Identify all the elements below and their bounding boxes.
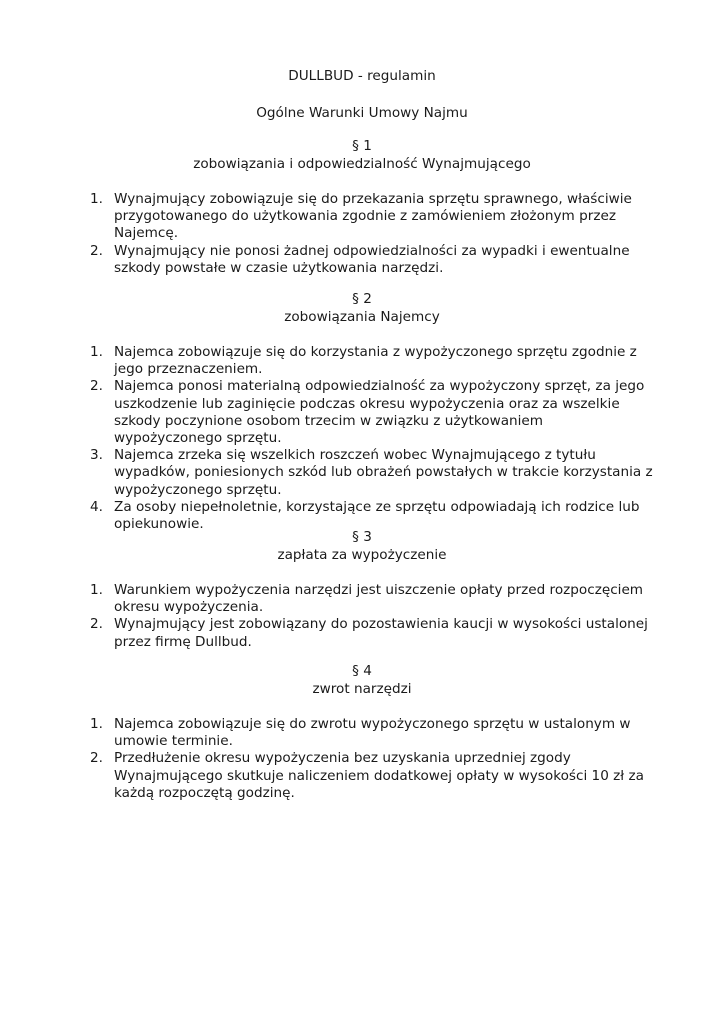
list-item [90, 716, 654, 750]
list-item [90, 616, 654, 650]
section-symbol: § 1 [352, 138, 372, 154]
section-symbol: § 3 [352, 529, 372, 545]
section-2 [0, 290, 724, 533]
list-item-text: Przedłużenie okresu wypożyczenia bez uzyskania uprzedniej zgody Wynajmującego skutkuje naliczeniem dodatkowej opłaty w wysokości 10 zł za każdą rozpoczętą godzinę. [114, 750, 644, 801]
section-heading: zobowiązania Najemcy [284, 309, 440, 325]
list-item-text: Wynajmujący nie ponosi żadnej odpowiedzialności za wypadki i ewentualne szkody powstałe w czasie użytkowania narzędzi. [114, 242, 630, 276]
list-item-text: Wynajmujący jest zobowiązany do pozostawienia kaucji w wysokości ustalonej przez firmę Dullbud. [114, 616, 648, 650]
section-heading: zwrot narzędzi [312, 681, 412, 697]
list-item-number: 1. [90, 716, 103, 732]
list-item-text: Najemca zobowiązuje się do zwrotu wypożyczonego sprzętu w ustalonym w umowie terminie. [114, 716, 631, 750]
list-item [90, 447, 654, 499]
section-symbol: § 4 [352, 663, 372, 679]
list-item [90, 750, 654, 802]
section-symbol: § 2 [352, 291, 372, 307]
list-item [90, 378, 654, 447]
section-1 [0, 137, 724, 277]
list-item-text: Za osoby niepełnoletnie, korzystające ze sprzętu odpowiadają ich rodzice lub opiekunowie. [114, 498, 640, 533]
list-item-text: Warunkiem wypożyczenia narzędzi jest uiszczenie opłaty przed rozpoczęciem okresu wypożyczenia. [114, 582, 644, 616]
list-item-text: Najemca zobowiązuje się do korzystania z wypożyczonego sprzętu zgodnie z jego przeznaczeniem. [114, 344, 637, 378]
list-item [90, 582, 654, 616]
list-item-text: Wynajmujący zobowiązuje się do przekazania sprzętu sprawnego, właściwie przygotowanego do użytkowania zgodnie z zamówieniem złożonym przez Najemcę. [114, 191, 632, 242]
list-item-text: Najemca zrzeka się wszelkich roszczeń wobec Wynajmującego z tytułu wypadków, poniesionych szkód lub obrażeń powstałych w trakcie korzystania z wypożyczonego sprzętu. [114, 447, 653, 498]
section-header [0, 662, 724, 698]
section-list [0, 716, 654, 802]
list-item-number: 1. [90, 191, 103, 207]
section-heading: zobowiązania i odpowiedzialność Wynajmującego [193, 156, 531, 172]
section-3 [0, 528, 724, 651]
list-item-number: 2. [90, 750, 103, 767]
list-item [90, 191, 654, 243]
section-list [0, 344, 654, 533]
list-item-number: 4. [90, 498, 103, 515]
section-list [0, 191, 654, 277]
document-title: DULLBUD - regulamin [288, 68, 436, 84]
list-item [90, 344, 654, 378]
section-4 [0, 662, 724, 802]
list-item-number: 1. [90, 344, 103, 360]
section-list [0, 582, 654, 651]
section-header [0, 137, 724, 173]
list-item-text: Najemca ponosi materialną odpowiedzialność za wypożyczony sprzęt, za jego uszkodzenie lub zaginięcie podczas okresu wypożyczenia oraz za wszelkie szkody poczynione osobom trzecim w związku z użytkowaniem wypożyczonego sprzętu. [114, 378, 645, 447]
list-item-number: 1. [90, 582, 103, 598]
section-header [0, 528, 724, 564]
list-item-number: 3. [90, 447, 103, 464]
list-item-number: 2. [90, 242, 103, 259]
section-header [0, 290, 724, 326]
document-subtitle: Ogólne Warunki Umowy Najmu [256, 105, 468, 121]
list-item [90, 242, 654, 277]
list-item-number: 2. [90, 616, 103, 633]
section-heading: zapłata za wypożyczenie [277, 547, 447, 563]
list-item-number: 2. [90, 378, 103, 395]
